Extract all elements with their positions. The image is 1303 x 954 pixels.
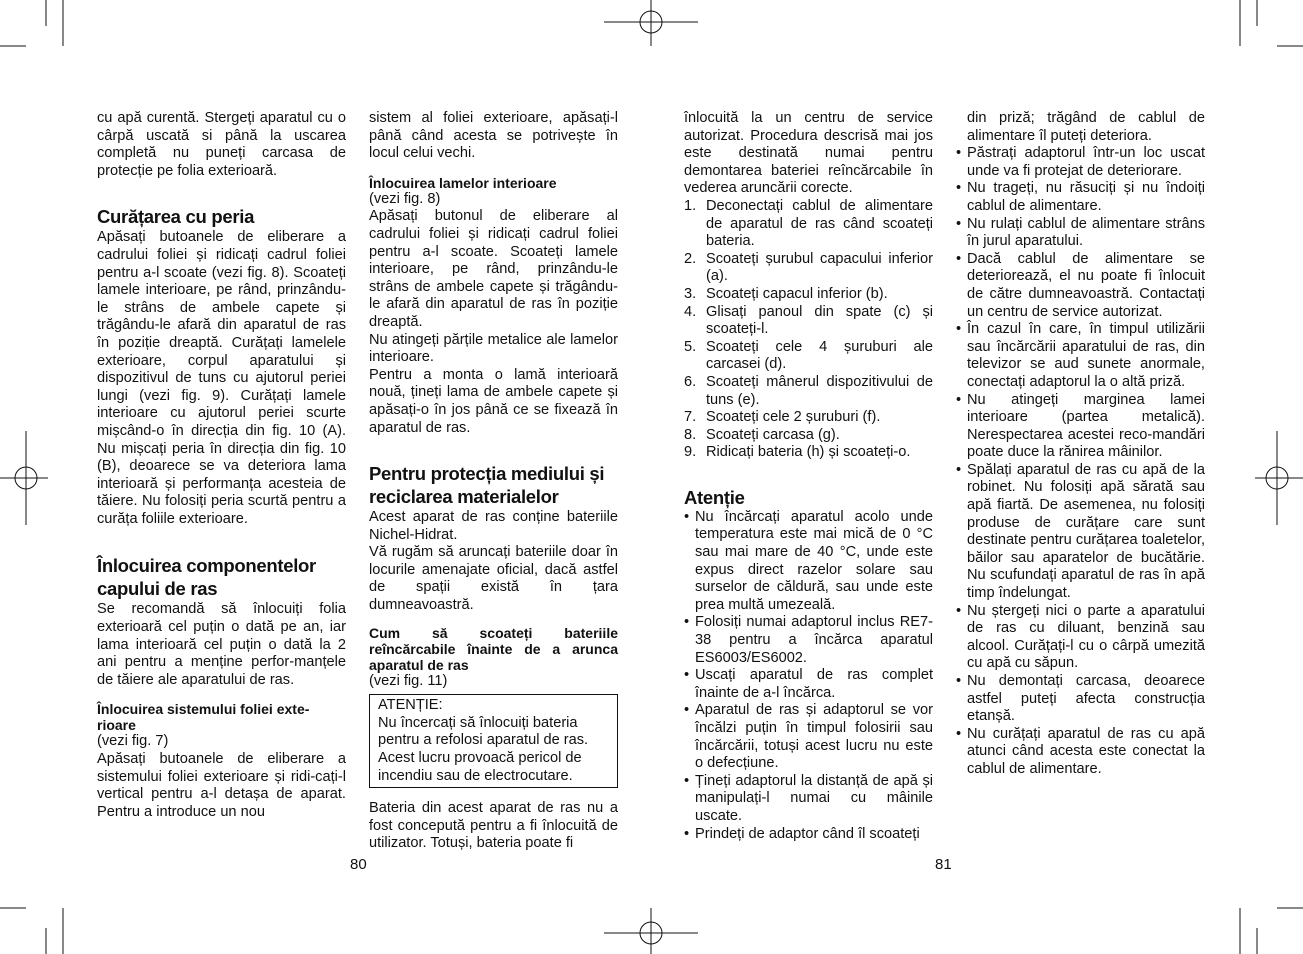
paragraph-outer-foil: Apăsați butoanele de eliberare a sistemului foliei exterioare și ridi-cați-l vertical pentru a-l detașa de aparat. Pentru a introduce un nou	[97, 751, 346, 820]
paragraph-environment-2: Vă rugăm să aruncați bateriile doar în locurile amenajate oficial, dacă astfel de spații există în țara dumneavoastră.	[369, 544, 618, 614]
list-item: 6. Scoateți mânerul dispozitivului de tuns (e).	[684, 373, 933, 408]
heading-outer-foil: Înlocuirea sistemului foliei exte-rioare	[97, 701, 310, 734]
paragraph-intro: cu apă curentă. Stergeți aparatul cu o cârpă uscată si până la uscarea completă nu puneți carcasa de protecție pe folia exterioară.	[97, 110, 346, 179]
list-item: • Nu demontați carcasa, deoarece astfel puteți afecta construcția etanșă.	[956, 673, 1205, 726]
heading-replace-components: Înlocuirea componentelor capului de ras	[97, 555, 316, 600]
warning-box	[369, 694, 618, 788]
list-item: 8. Scoateți carcasa (g).	[684, 426, 840, 443]
list-item: • Nu curățați aparatul de ras cu apă atunci când acesta este conectat la cablul de alimentare.	[956, 726, 1205, 779]
heading-brush-cleaning: Curățarea cu peria	[97, 206, 255, 228]
column-1	[97, 110, 346, 821]
list-item: • Dacă cablul de alimentare se deteriorează, el nu poate fi înlocuit de către dumneavoastră. Contactați un centru de service autorizat.	[956, 251, 1205, 321]
list-item: • În cazul în care, în timpul utilizării sau încărcării aparatului de ras, din televizor se aud sunete anormale, conectați adaptorul la o altă priză.	[956, 321, 1205, 391]
paragraph-brush-cleaning: Apăsați butoanele de eliberare a cadrului foliei și ridicați cadrul foliei pentru a-l scoate (vezi fig. 8). Scoateți lamele interioare, pe rând, prinzându-le strâns de ambele capete și trăgându-le afară din aparatul de ras în poziție dreaptă. Curățați lamelele exterioare, corpul aparatului și dispozitivul de tuns cu ajutorul periei lungi (vezi fig. 9). Curățați lamele interioare cu ajutorul periei scurte mișcând-o în direcția din fig. 10 (A). Nu mișcați peria în direcția din fig. 10 (B), deoarece se va deteriora lama interioară și performanța acesteia de tăiere. Nu folosiți peria scurtă pentru a curăța foliile exterioare.	[97, 229, 346, 527]
paragraph-inner-blades-2: Nu atingeți părțile metalice ale lamelor interioare.	[369, 331, 618, 366]
column-2	[369, 110, 618, 853]
list-item: • Nu trageți, nu răsuciți și nu îndoiți cablul de alimentare.	[956, 180, 1205, 215]
list-item: • Spălați aparatul de ras cu apă de la robinet. Nu folosiți apă sărată sau apă fiartă. De asemenea, nu folosiți produse de curățare care sunt destinate pentru curățarea toaletelor, băilor sau aparatelor de bucătărie. Nu scufundați aparatul de ras în apă timp îndelungat.	[956, 462, 1205, 603]
heading-environment: Pentru protecția mediului și reciclarea materialelor	[369, 463, 605, 508]
list-item: 3. Scoateți capacul inferior (b).	[684, 285, 888, 302]
paragraph-replace-components: Se recomandă să înlocuiți folia exterioară cel puțin o dată pe an, iar lama interioară cel puțin o dată la 2 ani pentru a menține perfor-manțele de tăiere ale aparatului de ras.	[97, 601, 346, 688]
column-4	[956, 110, 1205, 779]
list-item: • Uscați aparatul de ras complet înainte de a-l încărca.	[684, 667, 933, 702]
list-item: 4. Glisați panoul din spate (c) și scoateți-l.	[684, 303, 933, 338]
caution-list	[684, 509, 933, 843]
fig-ref-8: (vezi fig. 8)	[369, 190, 441, 207]
paragraph-continued: înlocuită la un centru de service autorizat. Procedura descrisă mai jos este destinată numai pentru demontarea bateriei reîncărcabile în vederea aruncării corecte.	[684, 110, 933, 197]
list-item: • Prindeți de adaptor când îl scoateți	[684, 826, 933, 844]
page-number-left: 80	[350, 856, 367, 873]
list-item: 9. Ridicați bateria (h) și scoateți-o.	[684, 444, 911, 461]
list-item: • Nu ștergeți nici o parte a aparatului de ras cu diluant, benzină sau alcool. Curățați-l cu o cârpă umezită cu apă cu săpun.	[956, 603, 1205, 673]
list-item: • Păstrați adaptorul într-un loc uscat unde va fi protejat de deteriorare.	[956, 145, 1205, 180]
list-item: 2. Scoateți șurubul capacului inferior (a).	[684, 250, 933, 285]
heading-remove-batteries: Cum să scoateți bateriile reîncărcabile înainte de a arunca aparatul de ras	[369, 624, 618, 673]
list-item: • Folosiți numai adaptorul inclus RE7-38 pentru a încărca aparatul ES6003/ES6002.	[684, 614, 933, 667]
warning-text: Nu încercați să înlocuiți bateria pentru a refolosi aparatul de ras. Acest lucru provoacă pericol de incendiu sau de electrocutare.	[378, 714, 589, 784]
list-item: 1. Deconectați cablul de alimentare de aparatul de ras când scoateți bateria.	[684, 197, 933, 250]
paragraph-inner-blades-3: Pentru a monta o lamă interioară nouă, țineți lama de ambele capete și apăsați-o în jos până ce se fixează în aparatul de ras.	[369, 366, 618, 436]
paragraph-continued: sistem al foliei exterioare, apăsați-l până când acesta se potrivește în locul celui vechi.	[369, 110, 618, 162]
list-item: • Aparatul de ras și adaptorul se vor încălzi puțin în timpul folosirii sau încărcării, totuși acest lucru nu este o defecțiune.	[684, 702, 933, 772]
column-3	[684, 110, 933, 843]
list-item: 5. Scoateți cele 4 șuruburi ale carcasei (d).	[684, 338, 933, 373]
battery-removal-steps	[684, 198, 933, 462]
list-item: • Nu rulați cablul de alimentare strâns în jurul aparatului.	[956, 216, 1205, 251]
heading-inner-blades: Înlocuirea lamelor interioare	[369, 174, 557, 191]
paragraph-inner-blades-1: Apăsați butonul de eliberare al cadrului foliei și ridicați cadrul foliei pentru a-l scoate. Scoateți lamele interioare, pe rând, prinzându-le strâns de ambele capete și trăgându-le afară din aparatul de ras în poziție dreaptă.	[369, 208, 618, 330]
list-item: • Nu atingeți marginea lamei interioare (partea metalică). Nerespectarea acestei reco-mandări poate duce la rănirea mâinilor.	[956, 392, 1205, 462]
heading-caution: Atenție	[684, 486, 745, 508]
list-item-continued: din priză; trăgând de cablul de alimentare îl puteți deteriora.	[967, 110, 1205, 144]
paragraph-battery: Bateria din acest aparat de ras nu a fost concepută pentru a fi înlocuită de utilizator. Totuși, bateria poate fi	[369, 800, 618, 852]
list-item: • Nu încărcați aparatul acolo unde temperatura este mai mică de 0 °C sau mai mare de 40 °C, unde este expus direct razelor solare sau surselor de căldură, sau unde este prea multă umezeală.	[684, 509, 933, 615]
page-number-right: 81	[935, 856, 952, 873]
list-item: 7. Scoateți cele 2 șuruburi (f).	[684, 409, 881, 426]
caution-list-continued	[956, 110, 1205, 779]
warning-title: ATENȚIE:	[378, 697, 443, 714]
fig-ref-7: (vezi fig. 7)	[97, 733, 169, 750]
list-item: • Țineți adaptorul la distanță de apă și manipulați-l numai cu mâinile uscate.	[684, 773, 933, 826]
paragraph-environment-1: Acest aparat de ras conține bateriile Nichel-Hidrat.	[369, 509, 618, 543]
fig-ref-11: (vezi fig. 11)	[369, 672, 448, 689]
